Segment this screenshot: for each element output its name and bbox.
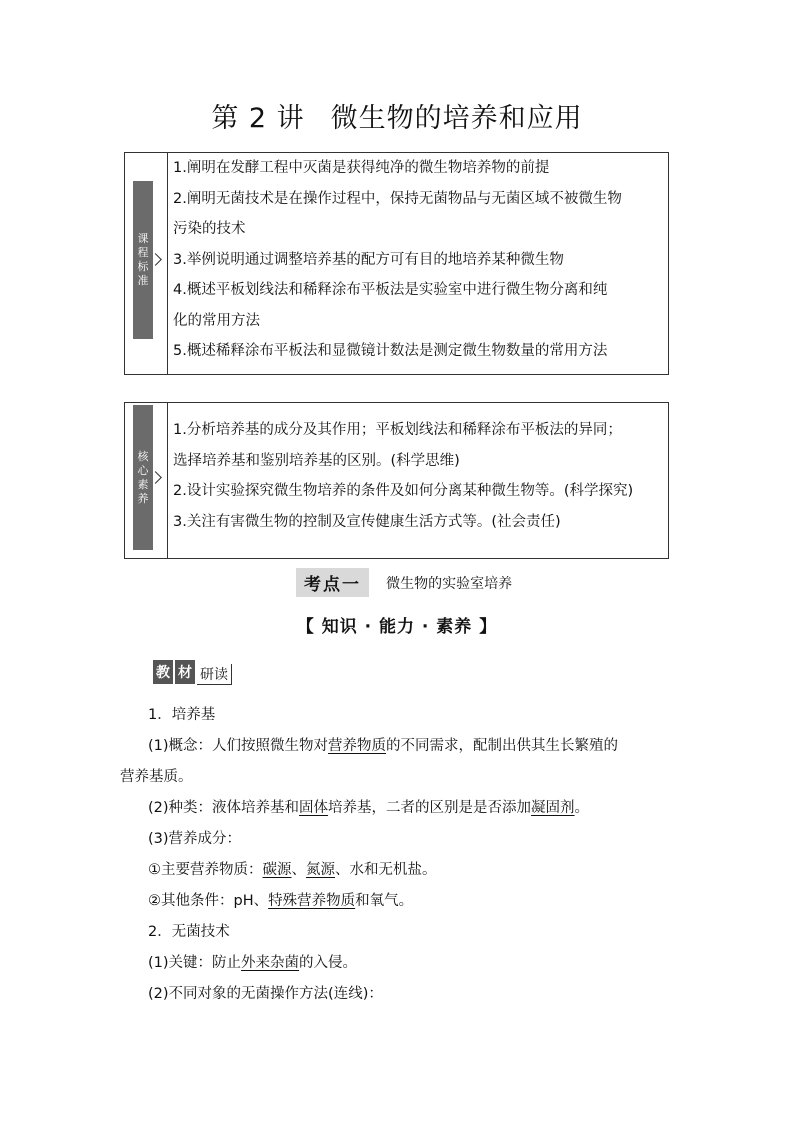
underlined-term: 固体	[299, 800, 329, 816]
paragraph: ①主要营养物质：碳源、氮源、水和无机盐。	[148, 862, 437, 878]
textbook-reading-badge	[153, 660, 232, 688]
underlined-term: 凝固剂	[531, 800, 575, 816]
literacy-side	[125, 403, 168, 558]
underlined-term: 碳源	[262, 862, 292, 878]
exam-point-header	[296, 568, 512, 596]
badge-box: 材	[175, 660, 195, 684]
badge-tail: 研读	[197, 664, 232, 685]
heading-culture-medium: 1．培养基	[148, 707, 216, 723]
literacy-line: 选择培养基和鉴别培养基的区别。(科学思维)	[173, 452, 460, 469]
content-body	[120, 700, 680, 1010]
paragraph: ②其他条件：pH、特殊营养物质和氧气。	[148, 893, 414, 909]
paragraph: (2)不同对象的无菌操作方法(连线)：	[148, 986, 383, 1002]
standards-line: 3.举例说明通过调整培养基的配方可有目的地培养某种微生物	[173, 251, 564, 268]
section-header: 【 知识 · 能力 · 素养 】	[296, 617, 498, 637]
standards-line: 4.概述平板划线法和稀释涂布平板法是实验室中进行微生物分离和纯	[173, 282, 608, 298]
standards-lines	[173, 153, 664, 367]
title-topic: 微生物的培养和应用	[330, 103, 583, 134]
literacy-line: 3.关注有害微生物的控制及宣传健康生活方式等。(社会责任)	[173, 513, 561, 530]
standards-line: 污染的技术	[173, 221, 246, 237]
paragraph: (1)关键：防止外来杂菌的入侵。	[148, 955, 358, 971]
exam-point-topic: 微生物的实验室培养	[386, 575, 513, 592]
core-literacy-box	[124, 402, 669, 559]
standards-line: 化的常用方法	[173, 312, 260, 329]
paragraph-continuation: 营养基质。	[120, 769, 193, 785]
title-lecture-number: 第 2 讲	[211, 103, 305, 134]
paragraph: (3)营养成分：	[148, 831, 242, 847]
page-title	[0, 96, 794, 135]
underlined-term: 氮源	[306, 862, 335, 878]
standards-line: 5.概述稀释涂布平板法和显微镜计数法是测定微生物数量的常用方法	[173, 343, 608, 359]
badge-box: 教	[153, 660, 173, 684]
course-standards-box	[124, 152, 669, 375]
paragraph: (2)种类：液体培养基和固体培养基，二者的区别是是否添加凝固剂。	[148, 800, 590, 816]
literacy-label: 核 心 素 养	[133, 405, 153, 550]
exam-point-label: 考点一	[296, 568, 369, 597]
literacy-lines	[173, 415, 664, 537]
literacy-line: 2.设计实验探究微生物培养的条件及如何分离某种微生物等。(科学探究)	[173, 483, 634, 499]
standards-line: 2.阐明无菌技术是在操作过程中，保持无菌物品与无菌区域不被微生物	[173, 190, 622, 207]
literacy-line: 1.分析培养基的成分及其作用；平板划线法和稀释涂布平板法的异同；	[173, 422, 622, 438]
underlined-term: 特殊营养物质	[268, 893, 356, 909]
underlined-term: 外来杂菌	[241, 955, 300, 971]
paragraph: (1)概念：人们按照微生物对营养物质的不同需求，配制出供其生长繁殖的	[148, 738, 619, 754]
standards-label: 课 程 标 准	[133, 181, 153, 339]
standards-line: 1.阐明在发酵工程中灭菌是获得纯净的微生物培养物的前提	[173, 160, 550, 176]
standards-side	[125, 153, 168, 374]
heading-aseptic-technique: 2．无菌技术	[148, 924, 230, 940]
underlined-term: 营养物质	[328, 738, 387, 754]
